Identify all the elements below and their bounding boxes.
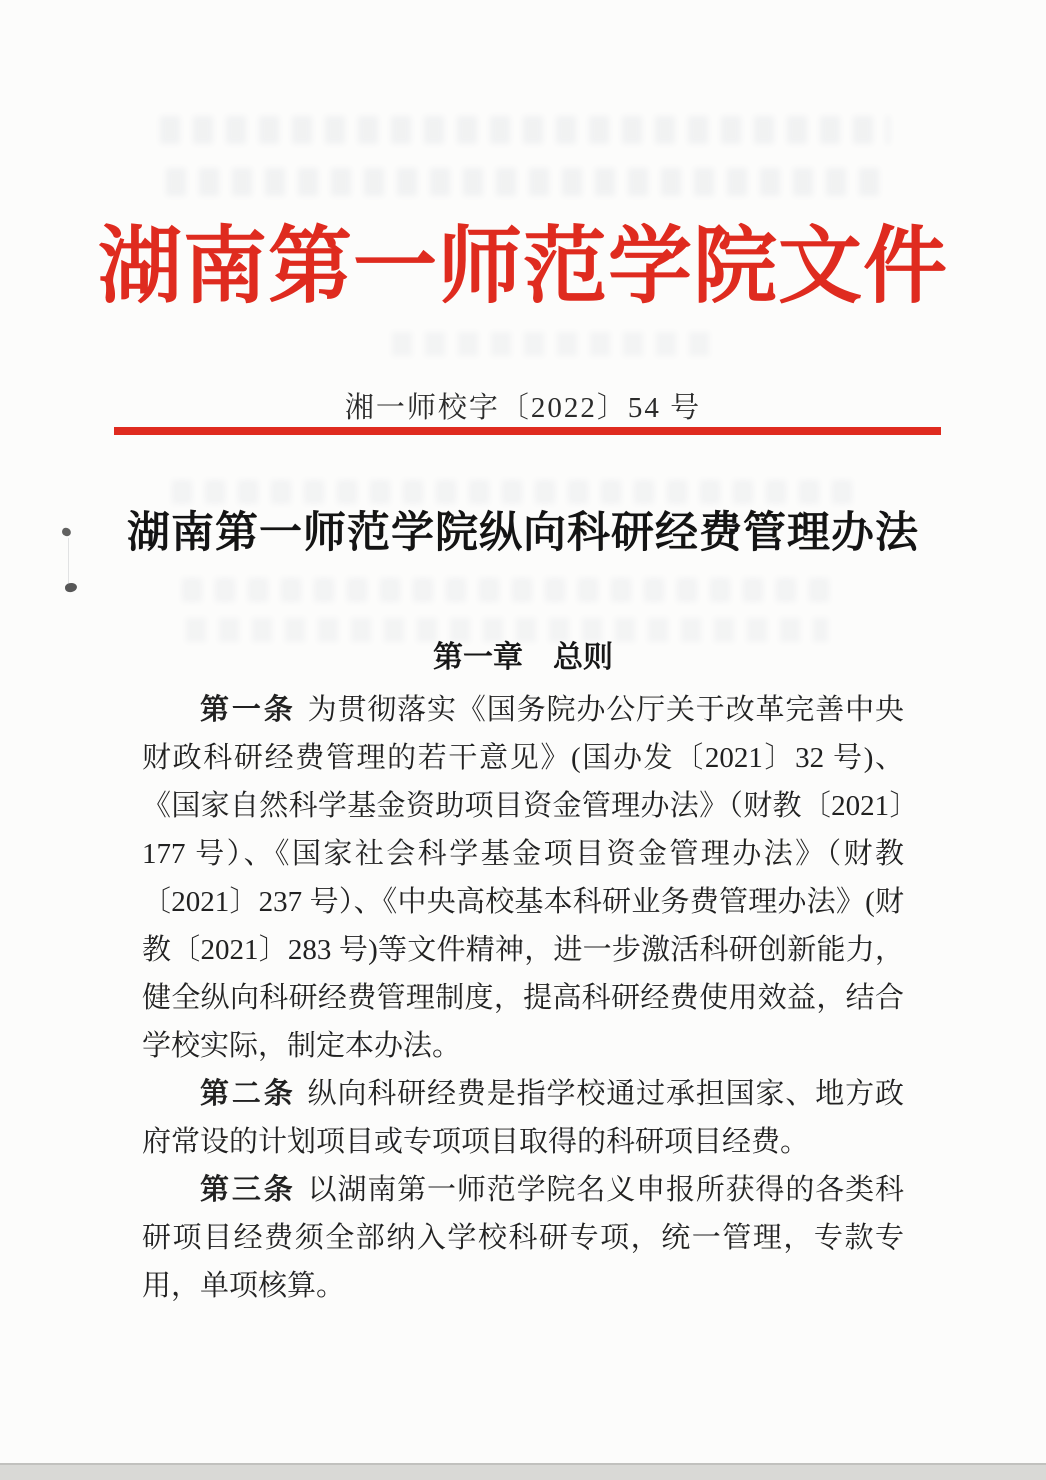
bleedthrough-text-artifact	[160, 116, 890, 144]
bleedthrough-text-artifact	[182, 578, 840, 602]
scanner-bed-edge	[0, 1463, 1046, 1480]
article-3-text: 以湖南第一师范学院名义申报所获得的各类科研项目经费须全部纳入学校科研专项，统一管理，专款专用，单项核算。	[142, 1174, 904, 1302]
article-2-text: 纵向科研经费是指学校通过承担国家、地方政府常设的计划项目或专项项目取得的科研项目经费。	[142, 1078, 904, 1158]
article-3-term: 第三条	[200, 1174, 296, 1206]
bleedthrough-text-artifact	[392, 332, 718, 356]
document-body	[142, 686, 904, 1310]
article-1	[142, 686, 904, 1070]
article-2-term: 第二条	[200, 1078, 296, 1110]
article-1-term: 第一条	[200, 694, 296, 726]
masthead-title: 湖南第一师范学院文件	[97, 221, 948, 314]
bleedthrough-text-artifact	[166, 168, 882, 196]
document-number: 湘一师校字〔2022〕54 号	[344, 392, 702, 424]
article-1-text: 为贯彻落实《国务院办公厅关于改革完善中央财政科研经费管理的若干意见》(国办发〔2021〕32 号)、《国家自然科学基金资助项目资金管理办法》（财教〔2021〕177 号）、《国家社会科学基金项目资金管理办法》（财教〔2021〕237 号）、《中央高校基本科研业务费管理办法》(财教〔2021〕283 号)等文件精神，进一步激活科研创新能力，健全纵向科研经费管理制度，提高科研经费使用效益，结合学校实际，制定本办法。	[142, 694, 904, 1062]
chapter-label: 第一章	[433, 641, 523, 674]
bleedthrough-text-artifact	[172, 480, 860, 504]
article-3	[142, 1166, 904, 1310]
scan-scratch-line	[68, 538, 69, 586]
chapter-title: 总则	[553, 641, 613, 674]
article-2	[142, 1070, 904, 1166]
chapter-heading	[0, 638, 1046, 678]
red-separator-rule	[114, 427, 941, 435]
scan-ink-speck	[64, 582, 78, 593]
document-title: 湖南第一师范学院纵向科研经费管理办法	[127, 510, 919, 557]
